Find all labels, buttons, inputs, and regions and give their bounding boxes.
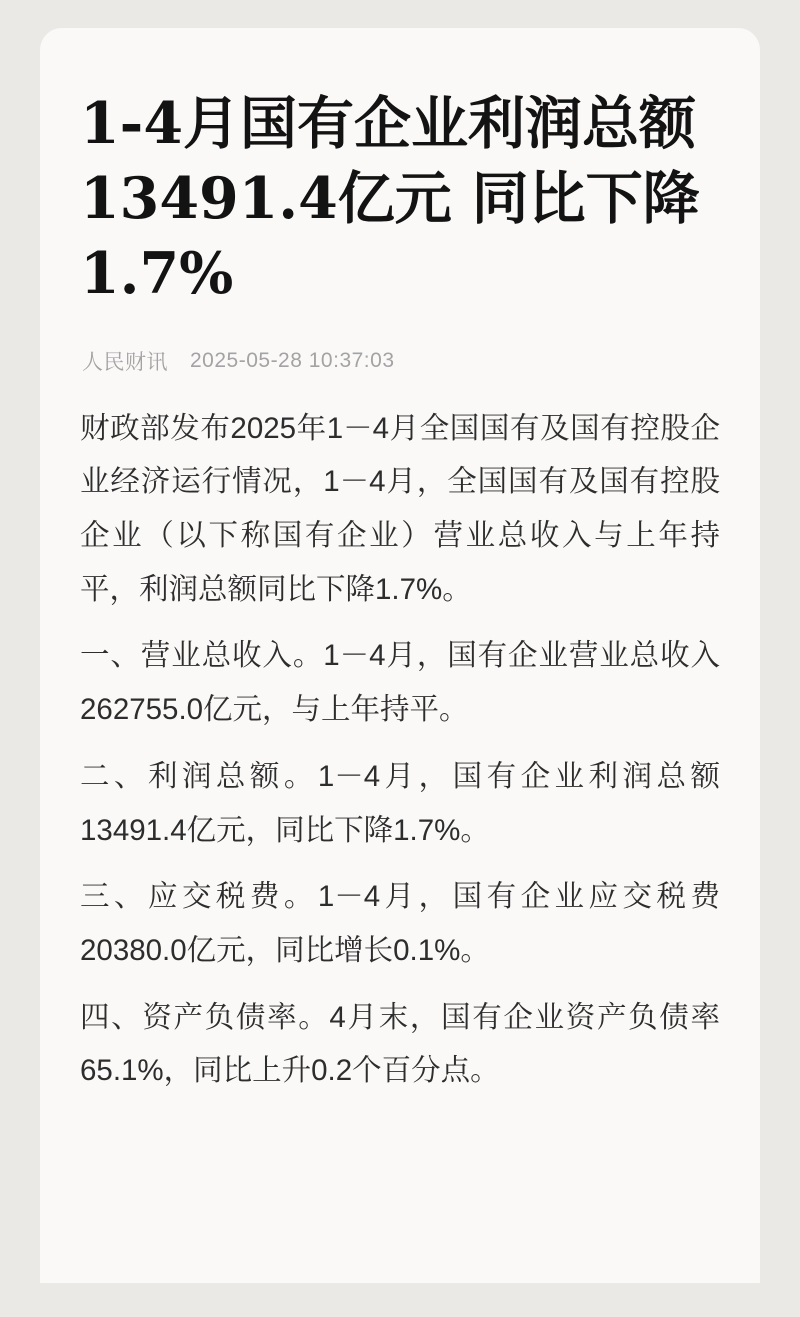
article-paragraph: 四、资产负债率。4月末，国有企业资产负债率65.1%，同比上升0.2个百分点。: [80, 1000, 720, 1088]
article-card: [40, 28, 760, 1283]
page-title: 1-4月国有企业利润总额13491.4亿元 同比下降1.7%: [80, 90, 700, 308]
article-paragraph: 二、利润总额。1－4月，国有企业利润总额13491.4亿元，同比下降1.7%。: [80, 759, 720, 847]
article-body: [80, 402, 720, 1098]
article-paragraph: 三、应交税费。1－4月，国有企业应交税费20380.0亿元，同比增长0.1%。: [80, 880, 720, 967]
article-paragraph: 一、营业总收入。1－4月，国有企业营业总收入262755.0亿元，与上年持平。: [80, 639, 720, 727]
article-source: 人民财讯: [82, 350, 168, 374]
article-meta: [82, 346, 720, 376]
article-paragraph: 财政部发布2025年1－4月全国国有及国有控股企业经济运行情况，1－4月，全国国有及国有控股企业（以下称国有企业）营业总收入与上年持平，利润总额同比下降1.7%。: [80, 411, 720, 606]
article-timestamp: 2025-05-28 10:37:03: [190, 348, 395, 372]
